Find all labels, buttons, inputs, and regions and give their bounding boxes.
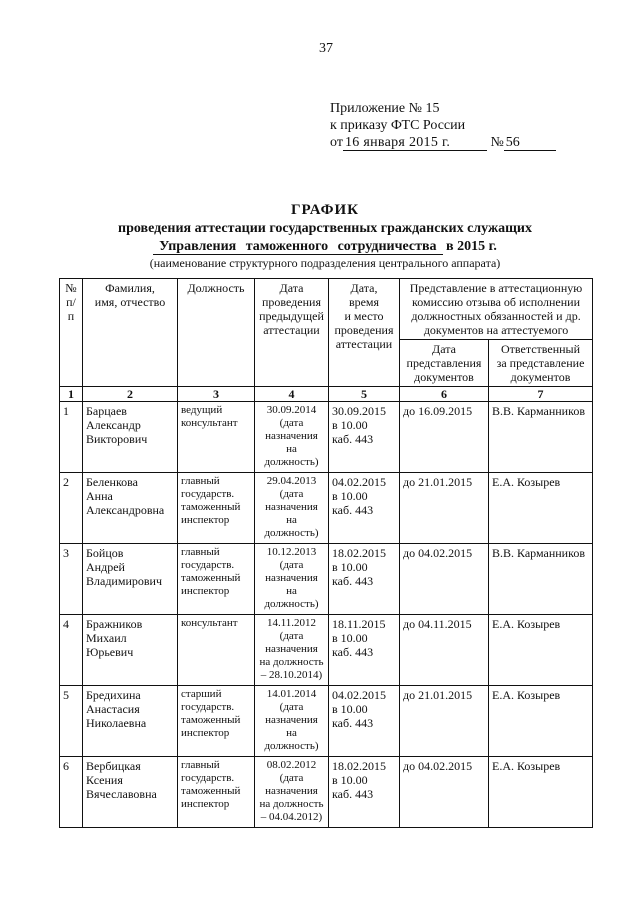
cell-submission-date: до 21.01.2015 — [400, 686, 489, 757]
header-prev-date: Дата проведения предыдущей аттестации — [255, 279, 329, 387]
department-line — [60, 238, 590, 256]
cell-responsible: В.В. Карманников — [489, 402, 593, 473]
column-number: 5 — [329, 387, 400, 402]
cell-responsible: Е.А. Козырев — [489, 757, 593, 828]
appendix-order-line — [330, 134, 556, 151]
cell-position: главный государств. таможенный инспектор — [178, 544, 255, 615]
cell-submission-date: до 21.01.2015 — [400, 473, 489, 544]
cell-num: 6 — [60, 757, 83, 828]
department-name: Управления таможенного сотрудничества — [153, 239, 442, 255]
cell-datetime-place: 18.02.2015 в 10.00 каб. 443 — [329, 757, 400, 828]
cell-num: 1 — [60, 402, 83, 473]
cell-position: главный государств. таможенный инспектор — [178, 757, 255, 828]
cell-num: 4 — [60, 615, 83, 686]
cell-responsible: Е.А. Козырев — [489, 686, 593, 757]
column-number: 3 — [178, 387, 255, 402]
cell-submission-date: до 04.02.2015 — [400, 544, 489, 615]
cell-name: Бойцов Андрей Владимирович — [83, 544, 178, 615]
table-row — [60, 473, 593, 544]
appendix-line-1: Приложение № 15 — [330, 101, 440, 116]
appendix-order-date: 16 января 2015 г. — [343, 136, 487, 151]
document-subtitle: проведения аттестации государственных гражданских служащих — [118, 221, 532, 236]
table-row — [60, 615, 593, 686]
cell-submission-date: до 04.02.2015 — [400, 757, 489, 828]
header-num: № п/п — [60, 279, 83, 387]
cell-responsible: В.В. Карманников — [489, 544, 593, 615]
cell-name: Бражников Михаил Юрьевич — [83, 615, 178, 686]
cell-datetime-place: 18.11.2015 в 10.00 каб. 443 — [329, 615, 400, 686]
year-suffix: в 2015 г. — [446, 239, 497, 254]
cell-num: 5 — [60, 686, 83, 757]
table-row — [60, 757, 593, 828]
table-row — [60, 544, 593, 615]
cell-position: старший государств. таможенный инспектор — [178, 686, 255, 757]
column-number: 4 — [255, 387, 329, 402]
cell-prev-date: 10.12.2013 (дата назначения на должность) — [255, 544, 329, 615]
cell-submission-date: до 04.11.2015 — [400, 615, 489, 686]
column-number-row — [60, 387, 593, 402]
title-block — [60, 201, 590, 271]
appendix-block — [330, 100, 556, 151]
cell-num: 2 — [60, 473, 83, 544]
cell-datetime-place: 30.09.2015 в 10.00 каб. 443 — [329, 402, 400, 473]
cell-name: Вербицкая Ксения Вячеславовна — [83, 757, 178, 828]
cell-position: консультант — [178, 615, 255, 686]
cell-responsible: Е.А. Козырев — [489, 615, 593, 686]
cell-responsible: Е.А. Козырев — [489, 473, 593, 544]
appendix-line-2: к приказу ФТС России — [330, 118, 466, 133]
cell-num: 3 — [60, 544, 83, 615]
cell-datetime-place: 18.02.2015 в 10.00 каб. 443 — [329, 544, 400, 615]
cell-prev-date: 29.04.2013 (дата назначения на должность) — [255, 473, 329, 544]
column-number: 7 — [489, 387, 593, 402]
appendix-number-prefix: № — [490, 135, 504, 150]
appendix-order-number: 56 — [504, 136, 556, 151]
header-submission-date: Дата представления документов — [400, 340, 489, 387]
column-number: 1 — [60, 387, 83, 402]
cell-prev-date: 08.02.2012 (дата назначения на должность – 04.04.2012) — [255, 757, 329, 828]
department-note: (наименование структурного подразделения центрального аппарата) — [149, 256, 501, 270]
cell-position: главный государств. таможенный инспектор — [178, 473, 255, 544]
cell-position: ведущий консультант — [178, 402, 255, 473]
table-row — [60, 686, 593, 757]
cell-name: Барцаев Александр Викторович — [83, 402, 178, 473]
cell-prev-date: 14.01.2014 (дата назначения на должность) — [255, 686, 329, 757]
header-position: Должность — [178, 279, 255, 387]
document-title: ГРАФИК — [290, 202, 360, 218]
cell-name: Беленкова Анна Александровна — [83, 473, 178, 544]
cell-datetime-place: 04.02.2015 в 10.00 каб. 443 — [329, 473, 400, 544]
cell-prev-date: 30.09.2014 (дата назначения на должность) — [255, 402, 329, 473]
cell-submission-date: до 16.09.2015 — [400, 402, 489, 473]
header-datetime-place: Дата, время и место проведения аттестации — [329, 279, 400, 387]
column-number: 2 — [83, 387, 178, 402]
appendix-date-prefix: от — [330, 135, 343, 150]
cell-datetime-place: 04.02.2015 в 10.00 каб. 443 — [329, 686, 400, 757]
cell-prev-date: 14.11.2012 (дата назначения на должность – 28.10.2014) — [255, 615, 329, 686]
attestation-schedule-table — [59, 278, 593, 828]
header-responsible: Ответственный за представление документов — [489, 340, 593, 387]
header-name: Фамилия, имя, отчество — [83, 279, 178, 387]
table-row — [60, 402, 593, 473]
cell-name: Бредихина Анастасия Николаевна — [83, 686, 178, 757]
column-number: 6 — [400, 387, 489, 402]
page-number: 37 — [319, 41, 333, 56]
header-submission-group: Представление в аттестационную комиссию отзыва об исполнении должностных обязанностей и др. документов на аттестуемого — [400, 279, 593, 340]
